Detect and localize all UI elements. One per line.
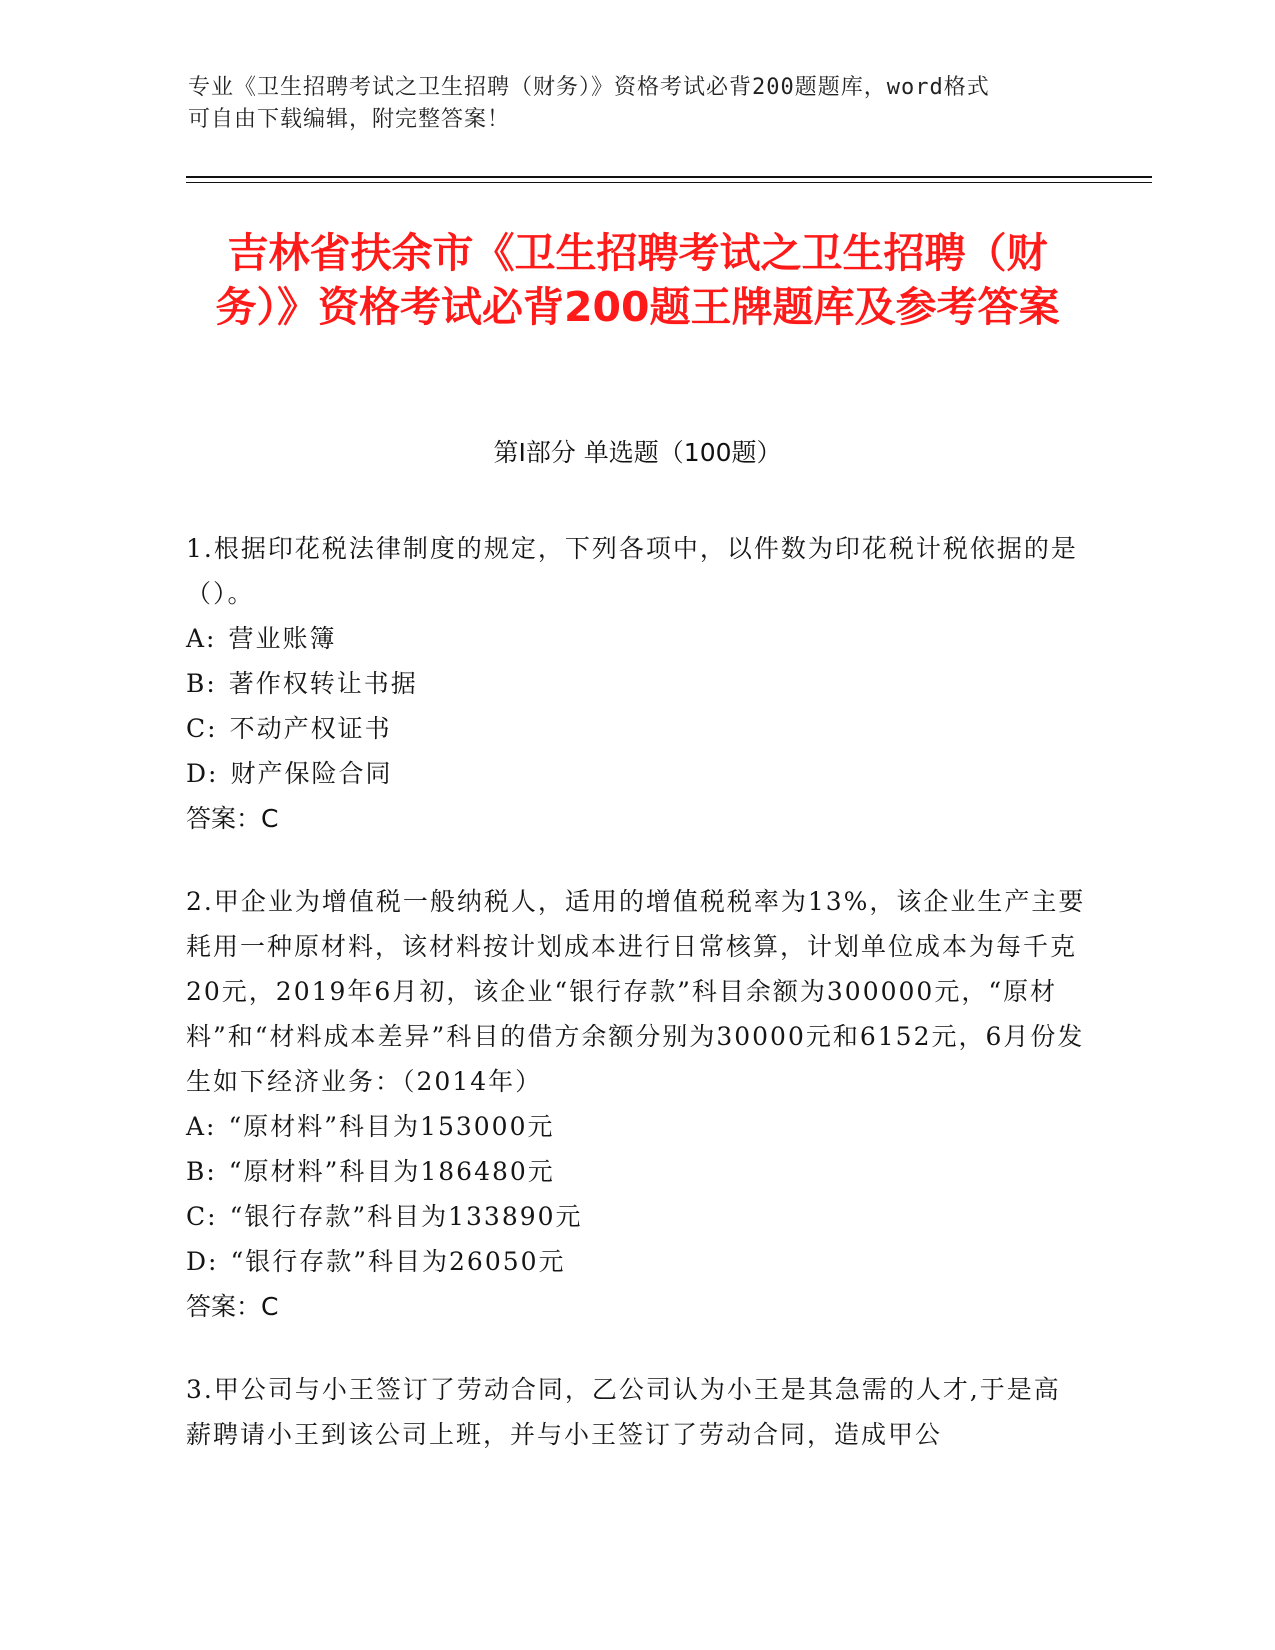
header-rule-thick [186, 176, 1152, 178]
question-stem: 2.甲企业为增值税一般纳税人，适用的增值税税率为13%，该企业生产主要耗用一种原材料，该材料按计划成本进行日常核算，计划单位成本为每千克20元，2019年6月初，该企业“银行存款”科目余额为300000元，“原材料”和“材料成本差异”科目的借方余额分别为30000元和6152元，6月份发生如下经济业务：（2014年） [186, 887, 1086, 1096]
question-stem: 1.根据印花税法律制度的规定，下列各项中，以件数为印花税计税依据的是（）。 [186, 534, 1078, 608]
question-list [186, 526, 1086, 1495]
header-note-line-2: 可自由下载编辑，附完整答案！ [188, 107, 511, 132]
option-a [186, 1104, 1086, 1149]
option-text: “原材料”科目为186480元 [228, 1157, 555, 1186]
answer-value: C [261, 804, 279, 833]
question-2 [186, 879, 1086, 1329]
option-d [186, 751, 1086, 796]
option-key: A: [186, 1112, 217, 1141]
answer-value: C [261, 1292, 279, 1321]
answer-label: 答案： [186, 804, 262, 833]
option-text: “原材料”科目为153000元 [228, 1112, 555, 1141]
document-title: 吉林省扶余市《卫生招聘考试之卫生招聘（财务）》资格考试必背200题王牌题库及参考答案 [215, 229, 1060, 331]
option-text: 营业账簿 [228, 624, 337, 653]
option-key: C: [186, 1202, 218, 1231]
header-note-line-1: 专业《卫生招聘考试之卫生招聘（财务）》资格考试必背200题题库，word格式 [188, 75, 990, 100]
option-key: D: [186, 1247, 219, 1276]
option-key: B: [186, 669, 217, 698]
option-b [186, 1149, 1086, 1194]
option-d [186, 1239, 1086, 1284]
option-key: D: [186, 759, 219, 788]
option-key: B: [186, 1157, 217, 1186]
option-text: 财产保险合同 [230, 759, 393, 788]
option-text: “银行存款”科目为133890元 [229, 1202, 583, 1231]
answer-line [186, 796, 1086, 841]
answer-line [186, 1284, 1086, 1329]
option-key: A: [186, 624, 217, 653]
question-3 [186, 1367, 1086, 1457]
option-c [186, 706, 1086, 751]
option-text: “银行存款”科目为26050元 [230, 1247, 566, 1276]
question-1 [186, 526, 1086, 841]
section-title: 第Ⅰ部分 单选题（100题） [493, 438, 782, 467]
option-a [186, 616, 1086, 661]
option-text: 不动产权证书 [229, 714, 392, 743]
header-note [188, 72, 1068, 136]
answer-label: 答案： [186, 1292, 262, 1321]
question-stem: 3.甲公司与小王签订了劳动合同，乙公司认为小王是其急需的人才,于是高薪聘请小王到该公司上班，并与小王签订了劳动合同，造成甲公 [186, 1375, 1061, 1449]
option-key: C: [186, 714, 218, 743]
header-rule-thin [186, 182, 1152, 183]
option-c [186, 1194, 1086, 1239]
option-b [186, 661, 1086, 706]
option-text: 著作权转让书据 [228, 669, 418, 698]
